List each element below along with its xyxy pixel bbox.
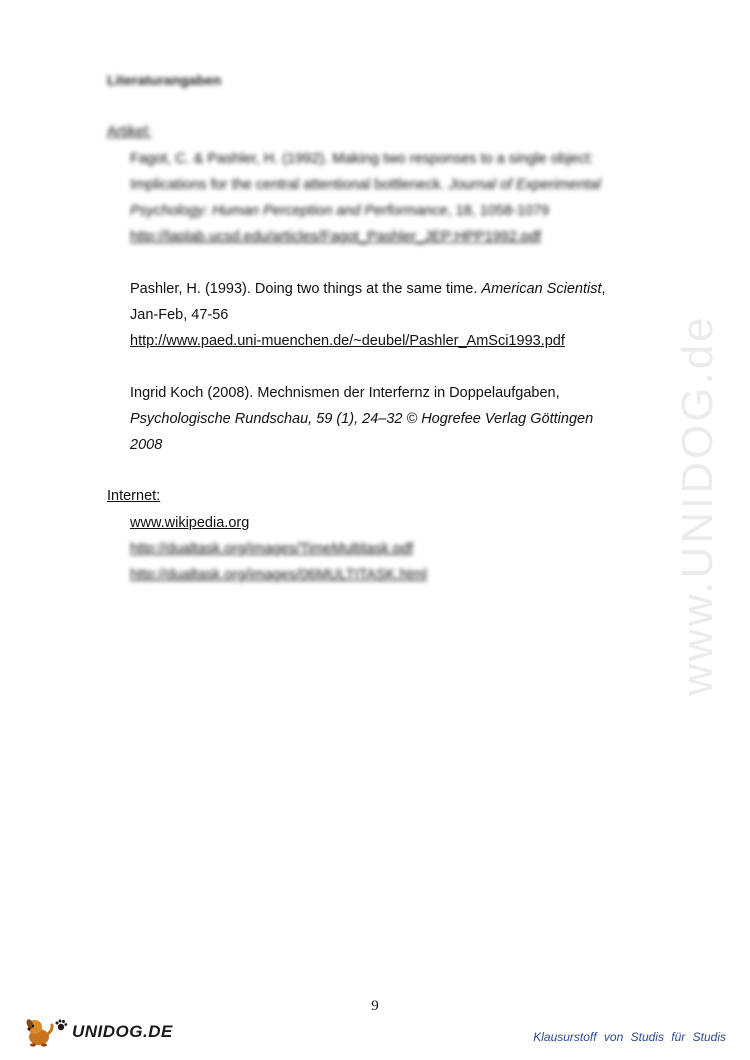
section-label-internet: Internet:: [107, 488, 161, 504]
logo-text: UNIDOG.DE: [72, 1022, 173, 1041]
unidog-logo[interactable]: [22, 1014, 173, 1050]
reference-url-link[interactable]: http://laplab.ucsd.edu/articles/Fagot_Pashler_JEP:HPP1992.pdf: [130, 229, 542, 245]
reference-koch-2008: [130, 380, 635, 458]
reference-line: Pashler, H. (1993). Doing two things at the same time. American Scientist,: [130, 281, 606, 297]
footer-tagline: Klausurstoff von Studis für Studis: [533, 1030, 726, 1044]
reference-line: Ingrid Koch (2008). Mechnismen der Interfernz in Doppelaufgaben,: [130, 385, 560, 401]
internet-link-06multitask[interactable]: http://dualtask.org/images/06MULTITASK.html: [130, 567, 427, 583]
reference-line: Psychologische Rundschau, 59 (1), 24–32 © Hogrefee Verlag Göttingen: [130, 411, 594, 427]
section-label-artikel: Artikel:: [107, 124, 152, 140]
reference-line: Jan-Feb, 47-56: [130, 307, 229, 323]
reference-line: Implications for the central attentional bottleneck. Journal of Experimental: [130, 177, 601, 193]
reference-line: Psychology: Human Perception and Performance, 18, 1058-1079: [130, 203, 550, 219]
page-heading: Literaturangaben: [107, 72, 222, 88]
paw-icon: [54, 1018, 68, 1032]
internet-link-timemultitask[interactable]: http://dualtask.org/images/TimeMultitask.pdf: [130, 541, 414, 557]
page-number: 9: [371, 998, 379, 1014]
dog-mascot-icon: [22, 1015, 56, 1049]
reference-fagot-pashler: [130, 146, 635, 250]
internet-link-wikipedia[interactable]: www.wikipedia.org: [130, 515, 250, 531]
reference-url-link[interactable]: http://www.paed.uni-muenchen.de/~deubel/Pashler_AmSci1993.pdf: [130, 333, 565, 349]
watermark: www.UNIDOG.de: [673, 314, 722, 696]
internet-links: [130, 510, 635, 588]
reference-pashler-1993: [130, 276, 635, 354]
reference-line: Fagot, C. & Pashler, H. (1992). Making two responses to a single object:: [130, 151, 594, 167]
reference-line: 2008: [130, 437, 163, 453]
